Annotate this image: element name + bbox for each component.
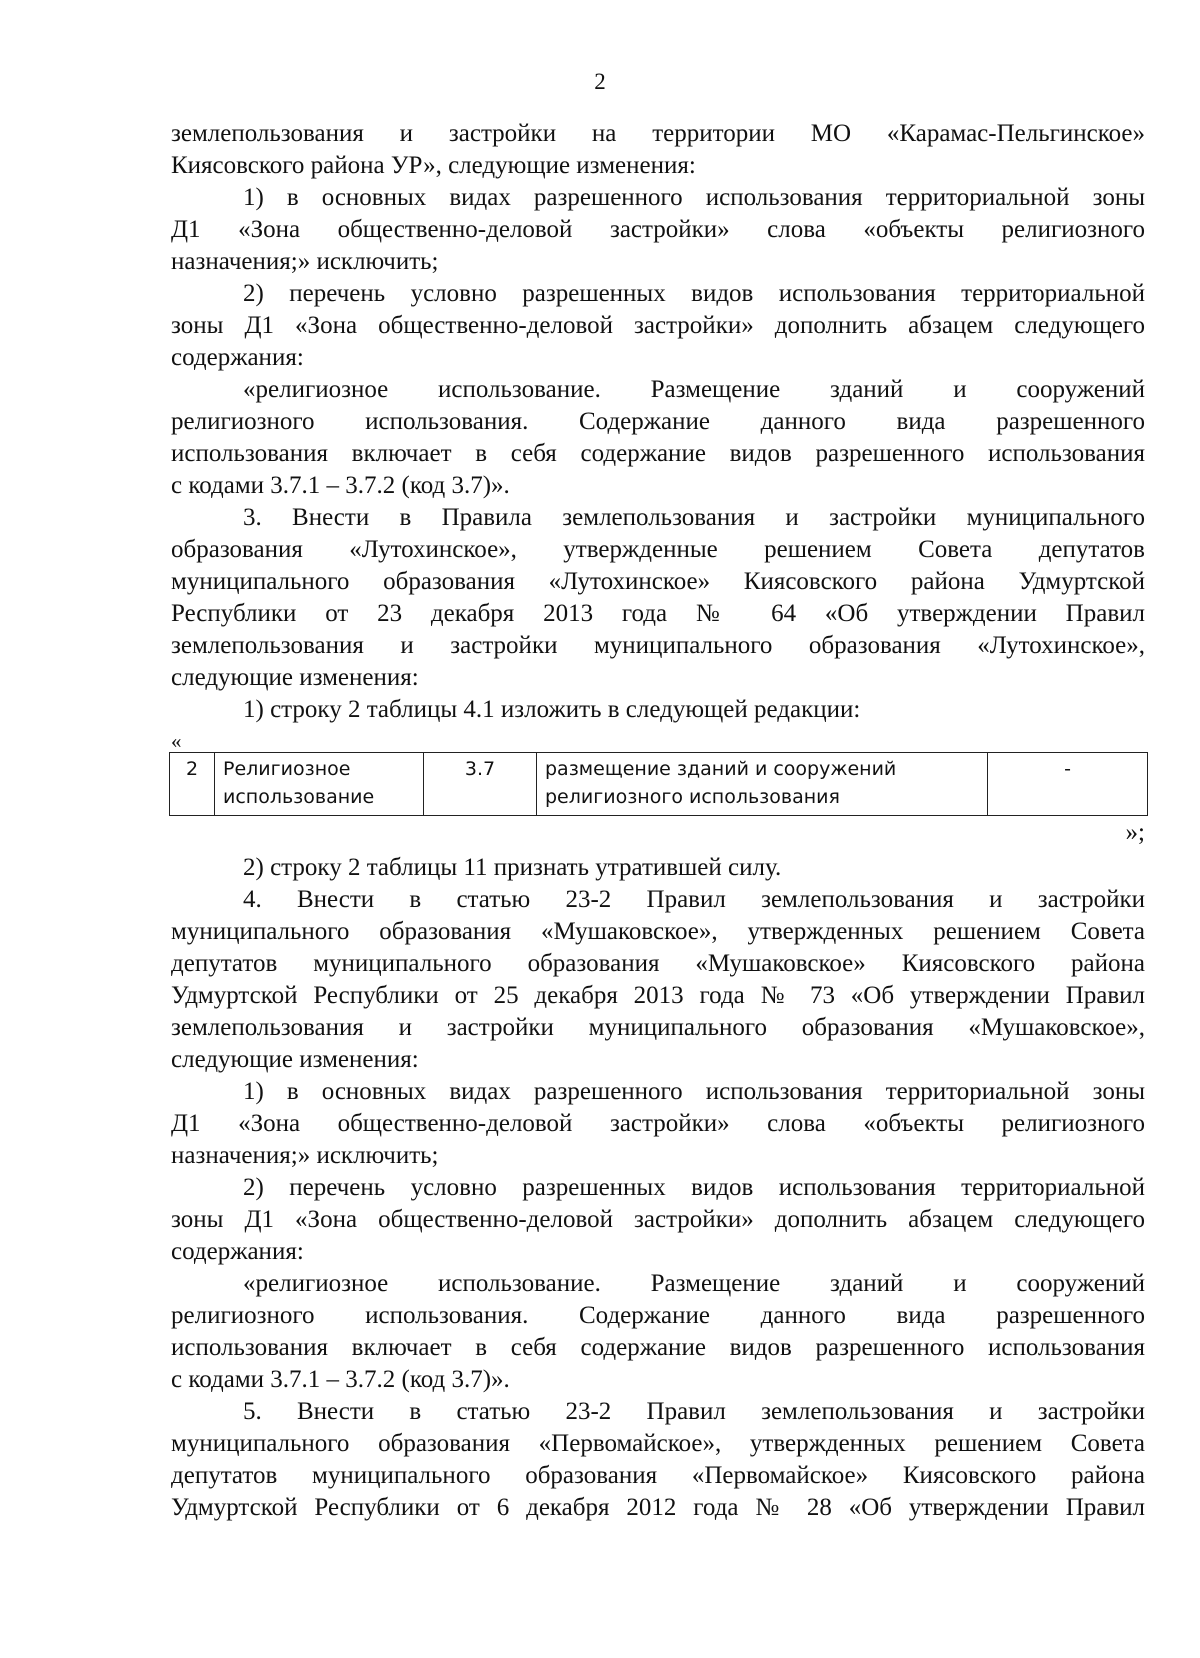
- text-line: муниципального образования «Первомайское», утвержденных решением Совета: [171, 1430, 1145, 1457]
- text-line: «религиозное использование. Размещение зданий и сооружений: [243, 376, 1145, 403]
- text-line: 1) в основных видах разрешенного использования территориальной зоны: [243, 1078, 1145, 1105]
- table-cell-number: 2: [170, 753, 215, 816]
- text-line: Республики от 23 декабря 2013 года № 64 «Об утверждении Правил: [171, 600, 1145, 627]
- text-line: следующие изменения:: [171, 1046, 419, 1073]
- text-line: образования «Лутохинское», утвержденные решением Совета депутатов: [171, 536, 1145, 563]
- text-line: 2) перечень условно разрешенных видов использования территориальной: [243, 280, 1145, 307]
- text-line: депутатов муниципального образования «Первомайское» Киясовского района: [171, 1462, 1145, 1489]
- table-row: [170, 753, 1148, 816]
- amendment-table: [169, 752, 1148, 816]
- table-quote-close: »;: [1125, 819, 1145, 846]
- text-line: землепользования и застройки муниципального образования «Мушаковское»,: [171, 1014, 1145, 1041]
- text-line: Удмуртской Республики от 6 декабря 2012 года № 28 «Об утверждении Правил: [171, 1494, 1145, 1521]
- text-line: религиозного использования. Содержание данного вида разрешенного: [171, 408, 1145, 435]
- text-line: «религиозное использование. Размещение зданий и сооружений: [243, 1270, 1145, 1297]
- table-cell-name: Религиозное использование: [215, 753, 424, 816]
- text-line: следующие изменения:: [171, 664, 419, 691]
- text-line: 4. Внести в статью 23-2 Правил землепользования и застройки: [243, 886, 1145, 913]
- text-line: религиозного использования. Содержание данного вида разрешенного: [171, 1302, 1145, 1329]
- text-line: депутатов муниципального образования «Мушаковское» Киясовского района: [171, 950, 1145, 977]
- text-line: Д1 «Зона общественно-деловой застройки» слова «объекты религиозного: [171, 1110, 1145, 1137]
- text-line: 5. Внести в статью 23-2 Правил землепользования и застройки: [243, 1398, 1145, 1425]
- text-line: Д1 «Зона общественно-деловой застройки» слова «объекты религиозного: [171, 216, 1145, 243]
- text-line: землепользования и застройки муниципального образования «Лутохинское»,: [171, 632, 1145, 659]
- text-line: 1) строку 2 таблицы 4.1 изложить в следующей редакции:: [243, 696, 861, 723]
- text-line: содержания:: [171, 344, 304, 371]
- text-line: зоны Д1 «Зона общественно-деловой застройки» дополнить абзацем следующего: [171, 1206, 1145, 1233]
- text-line: зоны Д1 «Зона общественно-деловой застройки» дополнить абзацем следующего: [171, 312, 1145, 339]
- text-line: Удмуртской Республики от 25 декабря 2013 года № 73 «Об утверждении Правил: [171, 982, 1145, 1009]
- text-line: назначения;» исключить;: [171, 1142, 439, 1169]
- text-line: 2) строку 2 таблицы 11 признать утратившей силу.: [243, 854, 782, 881]
- table-cell-description: размещение зданий и сооружений религиозного использования: [537, 753, 988, 816]
- table-cell-extra: -: [988, 753, 1148, 816]
- text-line: муниципального образования «Мушаковское», утвержденных решением Совета: [171, 918, 1145, 945]
- text-line: землепользования и застройки на территории МО «Карамас-Пельгинское»: [171, 120, 1145, 147]
- text-line: 2) перечень условно разрешенных видов использования территориальной: [243, 1174, 1145, 1201]
- text-line: использования включает в себя содержание видов разрешенного использования: [171, 1334, 1145, 1361]
- text-line: использования включает в себя содержание видов разрешенного использования: [171, 440, 1145, 467]
- table-cell-code: 3.7: [424, 753, 537, 816]
- text-line: муниципального образования «Лутохинское» Киясовского района Удмуртской: [171, 568, 1145, 595]
- text-line: 3. Внести в Правила землепользования и застройки муниципального: [243, 504, 1145, 531]
- text-line: назначения;» исключить;: [171, 248, 439, 275]
- text-line: 1) в основных видах разрешенного использования территориальной зоны: [243, 184, 1145, 211]
- table-quote-open: «: [171, 729, 182, 753]
- text-line: Киясовского района УР», следующие изменения:: [171, 152, 696, 179]
- text-line: содержания:: [171, 1238, 304, 1265]
- page-number: 2: [594, 69, 606, 94]
- text-line: с кодами 3.7.1 – 3.7.2 (код 3.7)».: [171, 1366, 510, 1393]
- text-line: с кодами 3.7.1 – 3.7.2 (код 3.7)».: [171, 472, 510, 499]
